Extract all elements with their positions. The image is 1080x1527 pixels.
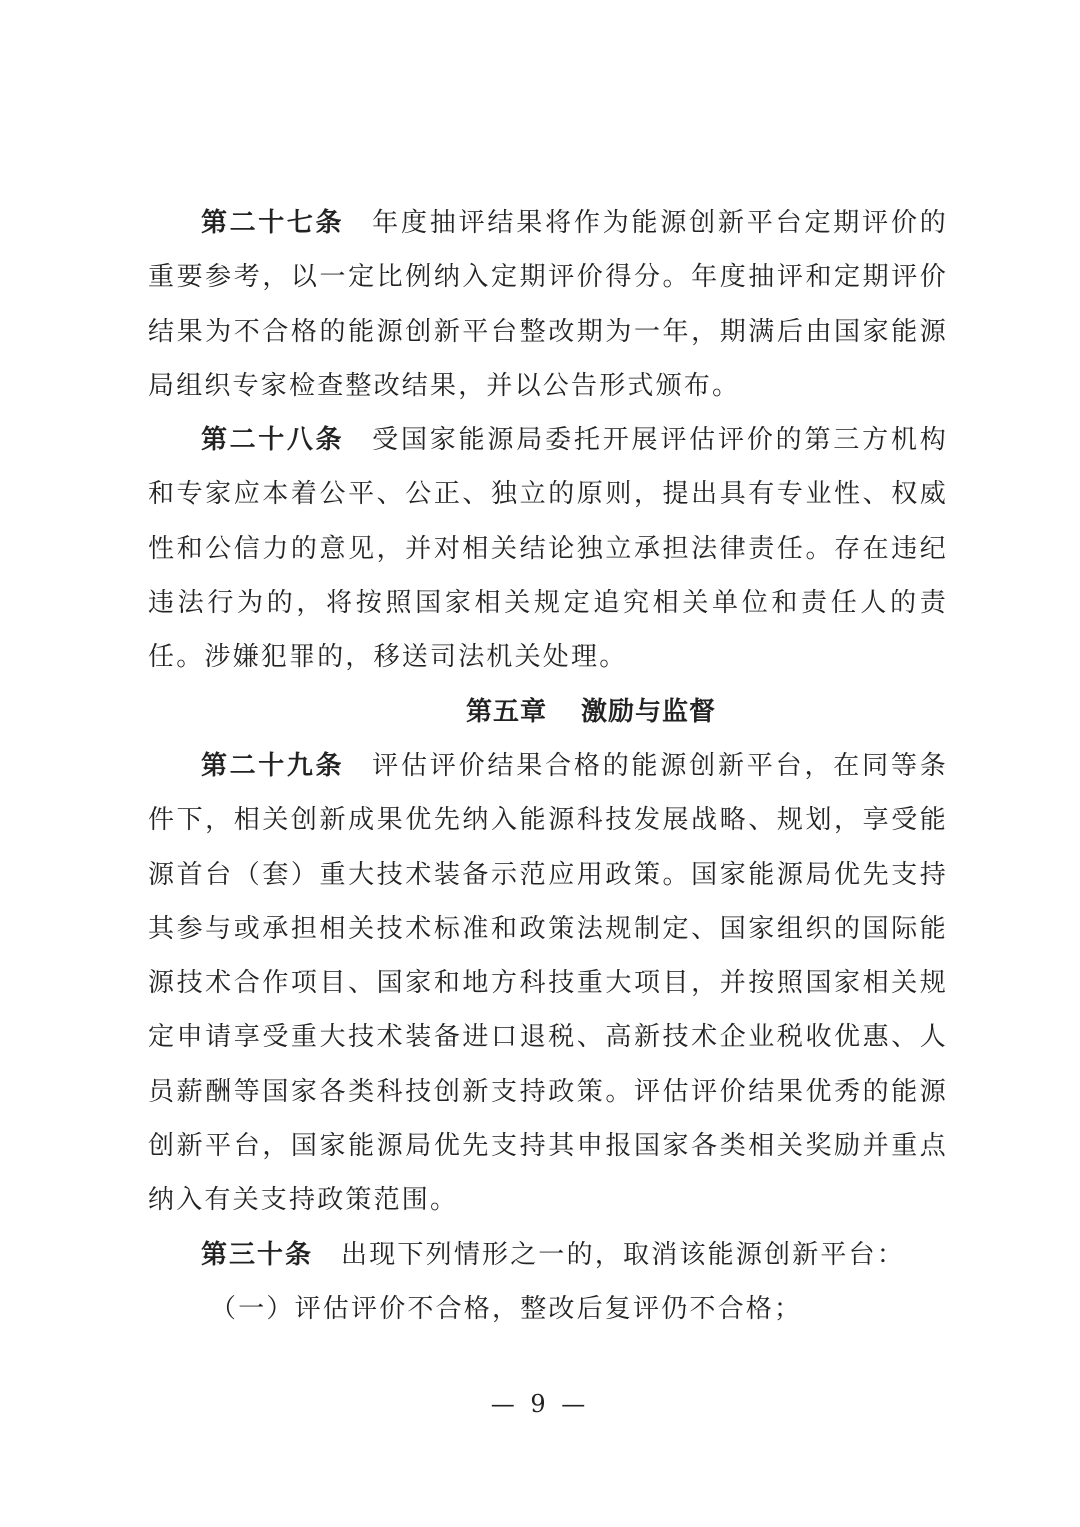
article-28-number: 第二十八条 <box>201 425 345 456</box>
chapter-heading <box>148 685 948 739</box>
article-27-number: 第二十七条 <box>201 208 345 238</box>
document-body <box>148 196 948 1336</box>
chapter-title: 激励与监督 <box>581 696 717 727</box>
article-29-text: 评估评价结果合格的能源创新平台，在同等条件下，相关创新成果优先纳入能源科技发展战略、规划，享受能源首台（套）重大技术装备示范应用政策。国家能源局优先支持其参与或承担相关技术标准和政策法规制定、国家组织的国际能源技术合作项目、国家和地方科技重大项目，并按照国家相关规定申请享受重大技术装备进口退税、高新技术企业税收优惠、人员薪酬等国家各类科技创新支持政策。评估评价结果优秀的能源创新平台，国家能源局优先支持其申报国家各类相关奖励并重点纳入有关支持政策范围。 <box>148 750 948 1216</box>
list-item-1: （一）评估评价不合格，整改后复评仍不合格； <box>210 1293 803 1324</box>
page-number: — 9 — <box>490 1390 590 1418</box>
article-27-text: 年度抽评结果将作为能源创新平台定期评价的重要参考，以一定比例纳入定期评价得分。年度抽评和定期评价结果为不合格的能源创新平台整改期为一年，期满后由国家能源局组织专家检查整改结果，并以公告形式颁布。 <box>148 208 948 401</box>
article-28-paragraph <box>148 413 948 684</box>
article-30-paragraph <box>148 1228 948 1282</box>
chapter-number: 第五章 <box>465 696 547 727</box>
article-28-text: 受国家能源局委托开展评估评价的第三方机构和专家应本着公平、公正、独立的原则，提出具有专业性、权威性和公信力的意见，并对相关结论独立承担法律责任。存在违纪违法行为的，将按照国家相关规定追究相关单位和责任人的责任。涉嫌犯罪的，移送司法机关处理。 <box>148 425 948 673</box>
article-30-number: 第三十条 <box>201 1239 314 1270</box>
article-29-number: 第二十九条 <box>201 750 345 781</box>
article-30-text: 出现下列情形之一的，取消该能源创新平台： <box>341 1239 906 1270</box>
article-29-paragraph <box>148 739 948 1228</box>
article-27-paragraph <box>148 196 948 413</box>
